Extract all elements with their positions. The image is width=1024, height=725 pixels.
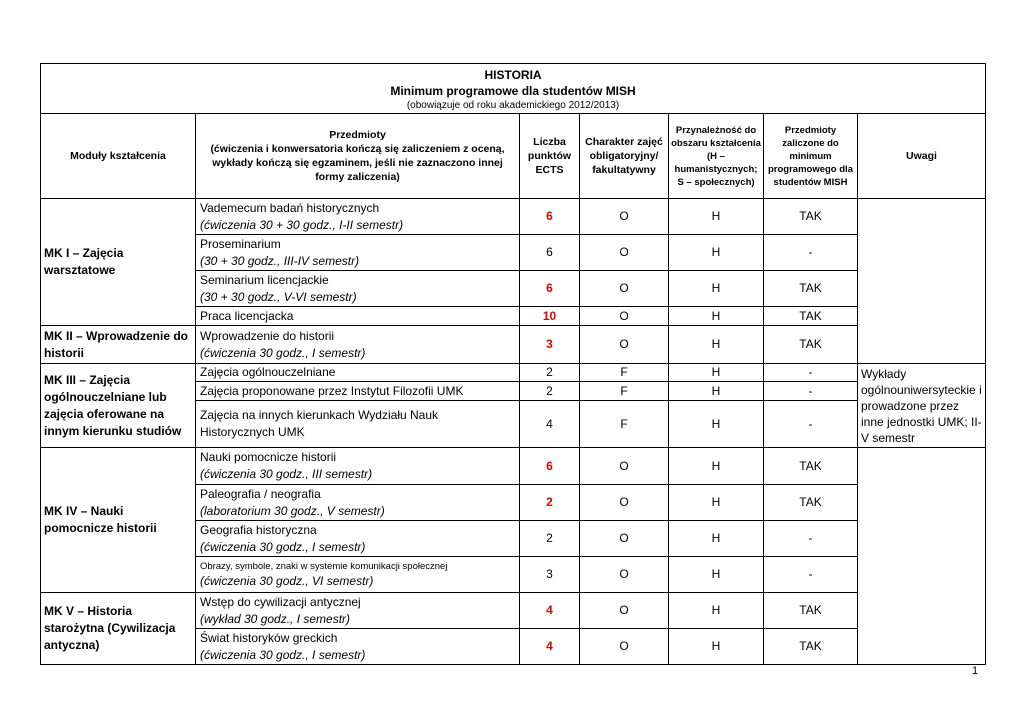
subject-detail: (30 + 30 godz., III-IV semestr) [200,253,360,268]
character-value: O [580,271,669,307]
subject-cell [196,382,520,401]
area-value: H [669,307,764,326]
minimum-value: TAK [764,629,858,665]
document-title: HISTORIA [484,67,542,82]
col-header-character: Charakter zajęć obligatoryjny/ fakultatywny [580,114,669,199]
character-value: O [580,307,669,326]
subject-name: Zajęcia proponowane przez Instytut Filozofii UMK [200,383,464,398]
document-title-block [41,64,986,114]
character-value: O [580,485,669,521]
col-header-ects: Liczba punktów ECTS [520,114,580,199]
col-header-subjects-desc: (ćwiczenia i konwersatoria kończą się zaliczeniem z oceną, wykłady kończą się egzaminem, jeśli nie zaznaczono innej formy zaliczenia) [210,143,505,183]
character-value: O [580,521,669,557]
minimum-value: TAK [764,448,858,485]
character-value: O [580,557,669,593]
table-row [41,364,986,382]
subject-name: Wprowadzenie do historii [200,328,335,343]
area-value: H [669,271,764,307]
table-row [41,593,986,629]
module-mk5: MK V – Historia starożytna (Cywilizacja antyczna) [41,593,196,665]
minimum-value: TAK [764,307,858,326]
subject-name: Paleografia / neografia [200,486,321,501]
subject-name: Zajęcia na innych kierunkach Wydziału Nauk Historycznych UMK [200,408,439,439]
col-header-module: Moduły kształcenia [41,114,196,199]
notes-mk3: Wykłady ogólnouniwersyteckie i prowadzone przez inne jednostki UMK; II-V semestr [858,364,986,448]
ects-value: 2 [520,521,580,557]
area-value: H [669,364,764,382]
minimum-value: TAK [764,485,858,521]
area-value: H [669,485,764,521]
area-value: H [669,199,764,235]
curriculum-table [40,63,986,665]
minimum-value: - [764,235,858,271]
area-value: H [669,521,764,557]
subject-name: Vademecum badań historycznych [200,200,380,215]
col-header-minimum: Przedmioty zaliczone do minimum programowego dla studentów MISH [764,114,858,199]
subject-detail: (ćwiczenia 30 godz., VI semestr) [200,573,374,588]
minimum-value: - [764,364,858,382]
minimum-value: TAK [764,199,858,235]
subject-name: Praca licencjacka [200,308,294,323]
subject-cell [196,593,520,629]
subject-name: Proseminarium [200,236,281,251]
minimum-value: - [764,382,858,401]
subject-cell [196,448,520,485]
module-mk2: MK II – Wprowadzenie do historii [41,326,196,364]
minimum-value: TAK [764,326,858,364]
ects-value: 2 [520,485,580,521]
ects-value: 3 [520,557,580,593]
area-value: H [669,401,764,448]
minimum-value: TAK [764,593,858,629]
minimum-value: - [764,401,858,448]
subject-detail: (ćwiczenia 30 godz., III semestr) [200,467,373,481]
area-value: H [669,326,764,364]
subject-detail: (30 + 30 godz., V-VI semestr) [200,289,357,304]
subject-detail: (ćwiczenia 30 + 30 godz., I-II semestr) [200,217,404,232]
subject-name: Zajęcia ogólnouczelniane [200,365,336,379]
ects-value: 6 [520,199,580,235]
character-value: O [580,448,669,485]
character-value: F [580,401,669,448]
ects-value: 4 [520,629,580,665]
area-value: H [669,629,764,665]
module-mk1: MK I – Zajęcia warsztatowe [41,199,196,326]
minimum-value: - [764,557,858,593]
area-value: H [669,382,764,401]
area-value: H [669,557,764,593]
table-row [41,448,986,485]
col-header-subjects-title: Przedmioty [329,129,386,141]
subject-name: Obrazy, symbole, znaki w systemie komunikacji społecznej [200,560,448,572]
subject-cell [196,485,520,521]
subject-name: Seminarium licencjackie [200,272,329,287]
subject-cell [196,629,520,665]
subject-name: Nauki pomocnicze historii [200,450,337,464]
ects-value: 6 [520,271,580,307]
module-mk4: MK IV – Nauki pomocnicze historii [41,448,196,593]
subject-detail: (laboratorium 30 godz., V semestr) [200,503,385,518]
subject-cell [196,199,520,235]
notes-cell-empty [858,199,986,364]
ects-value: 4 [520,593,580,629]
minimum-value: - [764,521,858,557]
table-row [41,199,986,235]
area-value: H [669,593,764,629]
notes-cell-empty [858,448,986,665]
subject-cell [196,557,520,593]
table-row [41,326,986,364]
ects-value: 6 [520,448,580,485]
column-header-row [41,114,986,199]
subject-cell [196,326,520,364]
area-value: H [669,448,764,485]
character-value: F [580,364,669,382]
subject-cell [196,235,520,271]
subject-detail: (wykład 30 godz., I semestr) [200,611,351,626]
subject-name: Geografia historyczna [200,522,317,537]
subject-cell [196,364,520,382]
character-value: O [580,593,669,629]
subject-detail: (ćwiczenia 30 godz., I semestr) [200,539,366,554]
module-mk3: MK III – Zajęcia ogólnouczelniane lub zajęcia oferowane na innym kierunku studiów [41,364,196,448]
minimum-value: TAK [764,271,858,307]
col-header-area: Przynależność do obszaru kształcenia (H – humanistycznych; S – społecznych) [669,114,764,199]
character-value: O [580,235,669,271]
subject-cell [196,271,520,307]
subject-detail: (ćwiczenia 30 godz., I semestr) [200,647,366,662]
document-validity-note: (obowiązuje od roku akademickiego 2012/2013) [406,99,620,111]
col-header-notes: Uwagi [858,114,986,199]
subject-name: Świat historyków greckich [200,630,338,645]
subject-cell [196,401,520,448]
ects-value: 2 [520,382,580,401]
col-header-subjects [196,114,520,199]
ects-value: 3 [520,326,580,364]
ects-value: 2 [520,364,580,382]
page-number: 1 [972,665,979,677]
character-value: O [580,629,669,665]
ects-value: 10 [520,307,580,326]
ects-value: 4 [520,401,580,448]
subject-cell [196,307,520,326]
ects-value: 6 [520,235,580,271]
subject-detail: (ćwiczenia 30 godz., I semestr) [200,345,366,360]
character-value: F [580,382,669,401]
character-value: O [580,199,669,235]
area-value: H [669,235,764,271]
subject-name: Wstęp do cywilizacji antycznej [200,594,361,609]
document-subtitle: Minimum programowe dla studentów MISH [390,83,636,98]
subject-cell [196,521,520,557]
character-value: O [580,326,669,364]
